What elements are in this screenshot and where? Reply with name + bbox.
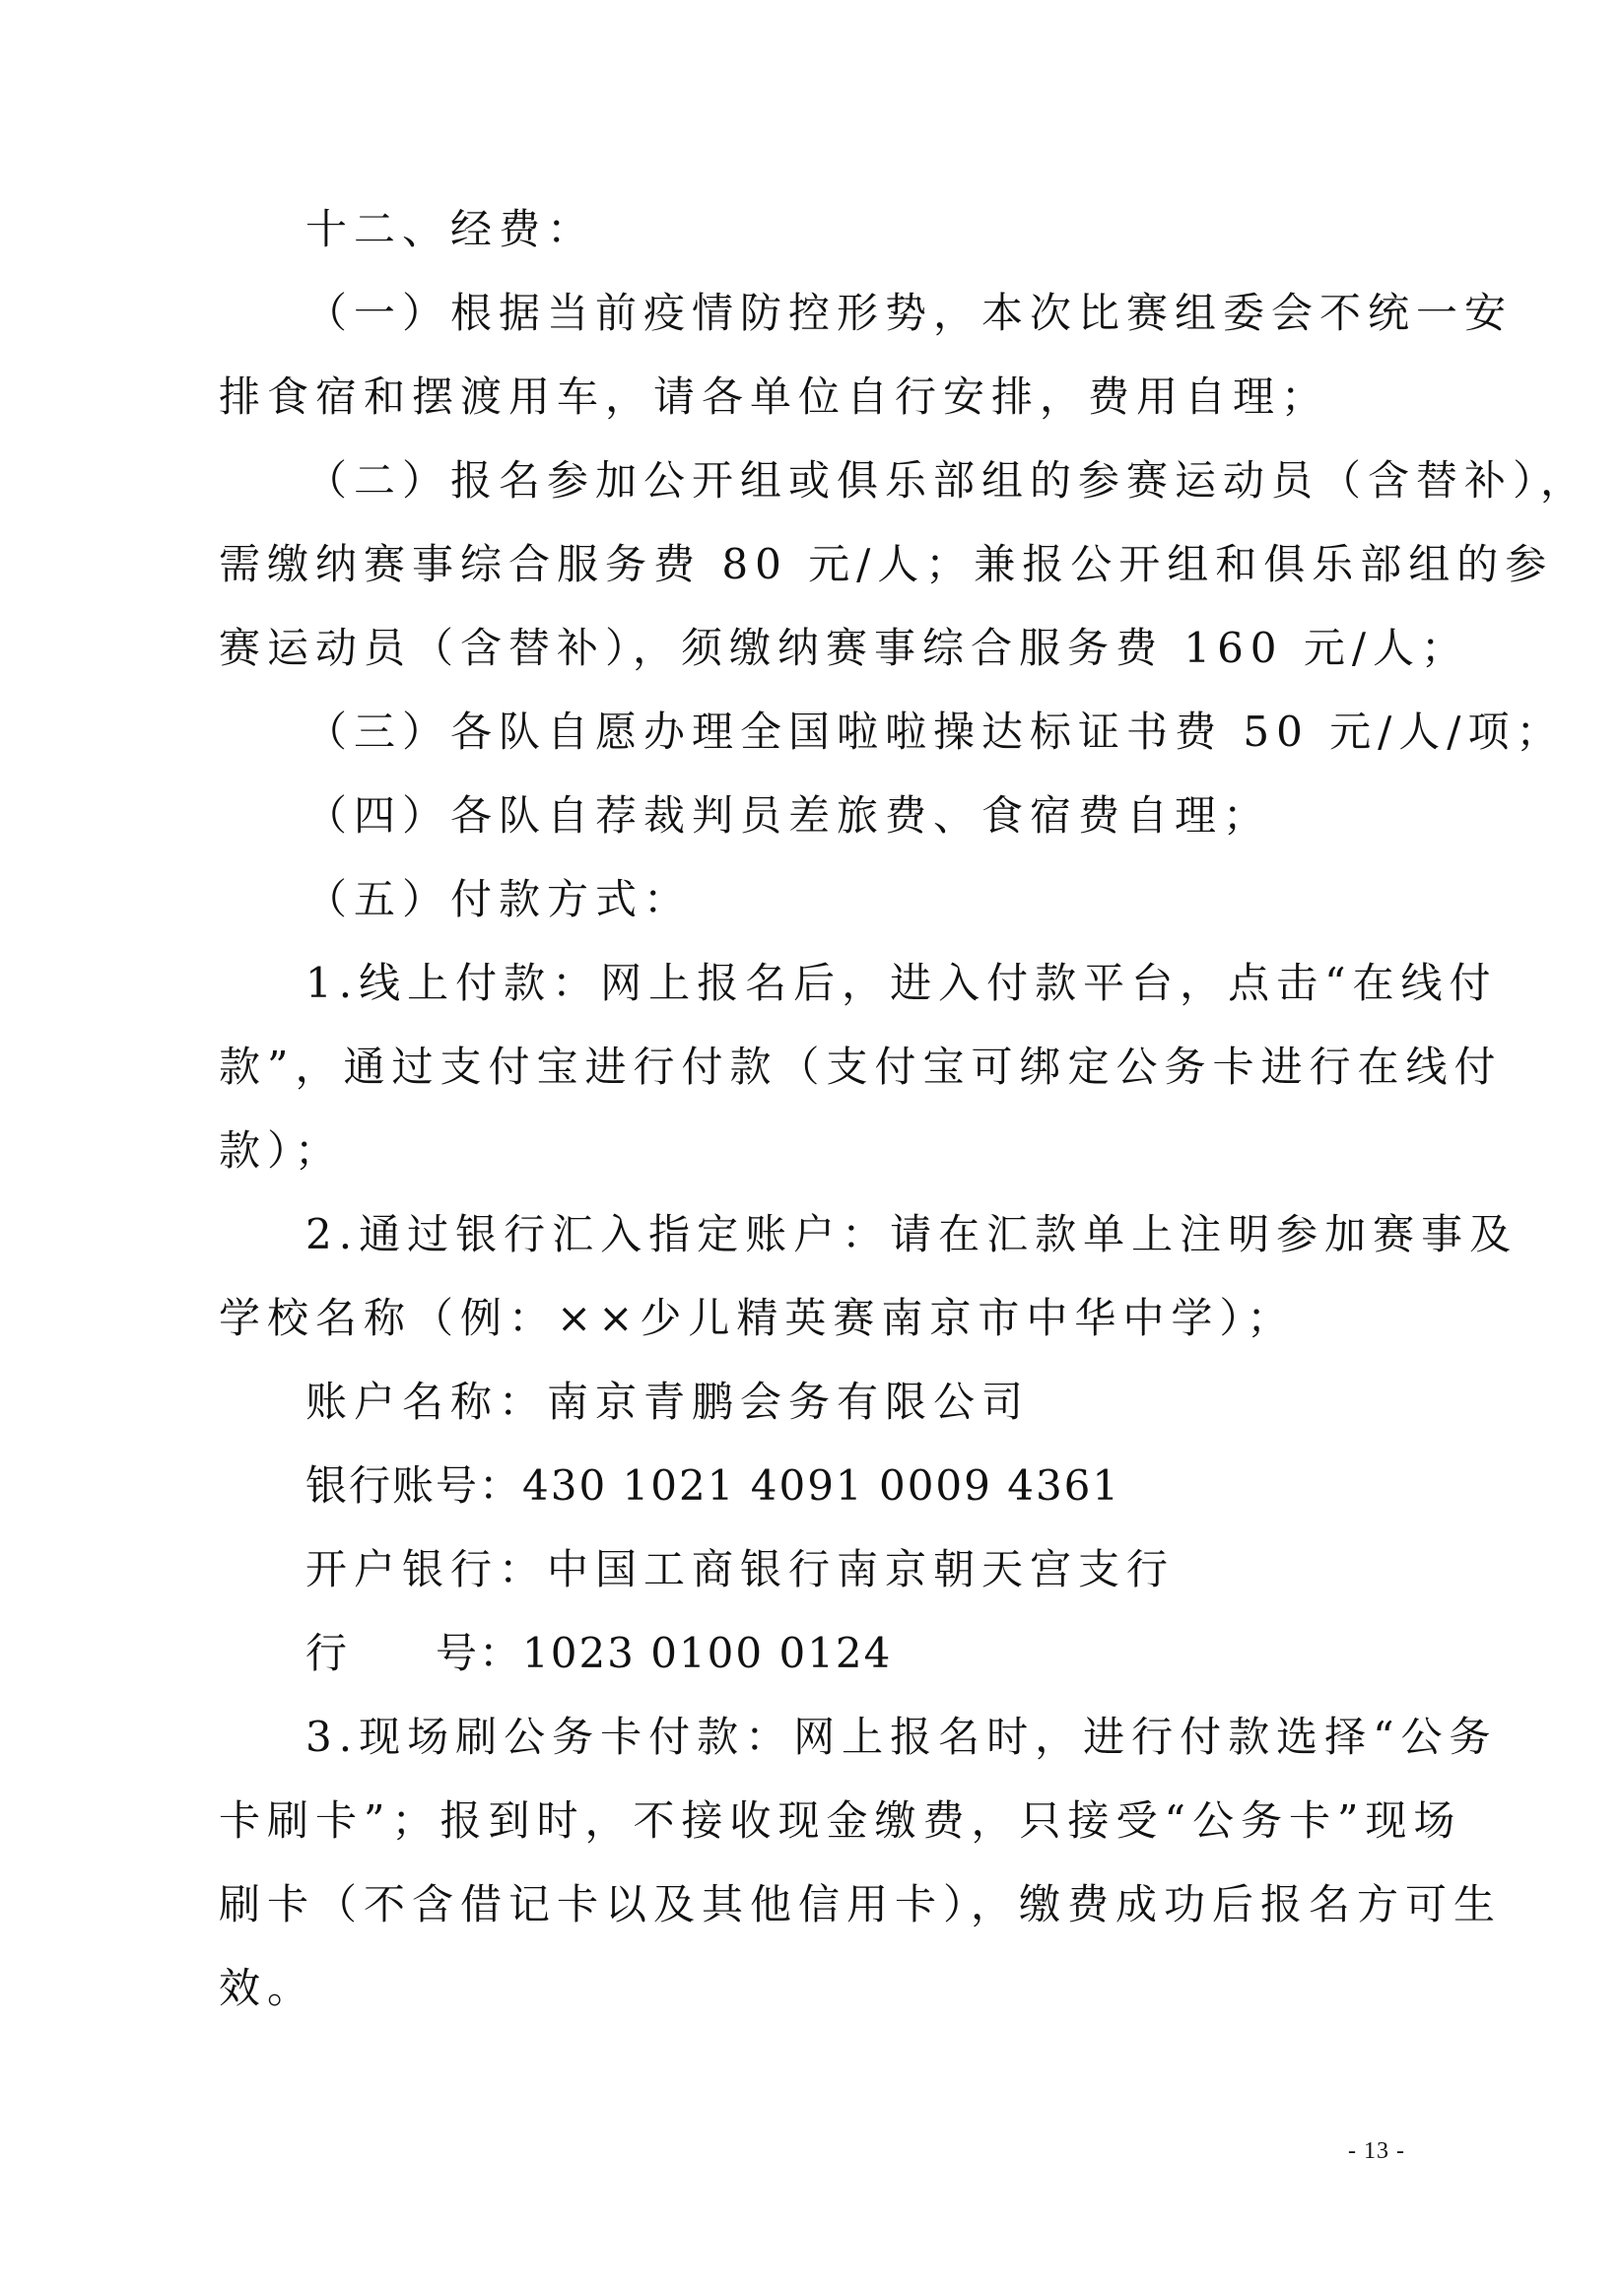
paragraph-line: 需缴纳赛事综合服务费 80 元/人；兼报公开组和俱乐部组的参 [219,540,1554,588]
paragraph-line: 学校名称（例：××少儿精英赛南京市中华中学）； [219,1294,1296,1342]
page-number: - 13 - [1348,2138,1405,2164]
subsection-heading: （五）付款方式： [305,875,693,923]
paragraph-line: 款）； [219,1126,344,1175]
bank-code-line: 行 号：1023 0100 0124 [305,1629,893,1677]
bank-name-line: 开户银行：中国工商银行南京朝天宫支行 [305,1545,1176,1593]
paragraph-line: 1.线上付款：网上报名后，进入付款平台，点击“在线付 [305,959,1498,1007]
paragraph-line: 排食宿和摆渡用车，请各单位自行安排，费用自理； [219,372,1330,421]
paragraph-line: （二）报名参加公开组或俱乐部组的参赛运动员（含替补）， [305,456,1589,505]
paragraph-line: 3.现场刷公务卡付款：网上报名时，进行付款选择“公务 [305,1713,1498,1761]
paragraph-line: 2.通过银行汇入指定账户：请在汇款单上注明参加赛事及 [305,1210,1519,1258]
paragraph-line: （一）根据当前疫情防控形势，本次比赛组委会不统一安 [305,289,1514,337]
paragraph-line: （三）各队自愿办理全国啦啦操达标证书费 50 元/人/项； [305,708,1565,756]
paragraph-line: （四）各队自荐裁判员差旅费、食宿费自理； [305,791,1272,840]
paragraph-line: 赛运动员（含替补），须缴纳赛事综合服务费 160 元/人； [219,624,1470,672]
paragraph-line: 卡刷卡”；报到时，不接收现金缴费，只接受“公务卡”现场 [219,1796,1462,1845]
paragraph-line: 刷卡（不含借记卡以及其他信用卡），缴费成功后报名方可生 [219,1880,1503,1928]
account-number-line: 银行账号：430 1021 4091 0009 4361 [305,1461,1121,1510]
paragraph-line: 效。 [219,1964,316,2012]
section-heading: 十二、经费： [305,205,596,253]
account-name-line: 账户名称：南京青鹏会务有限公司 [305,1378,1031,1426]
paragraph-line: 款”，通过支付宝进行付款（支付宝可绑定公务卡进行在线付 [219,1043,1503,1091]
